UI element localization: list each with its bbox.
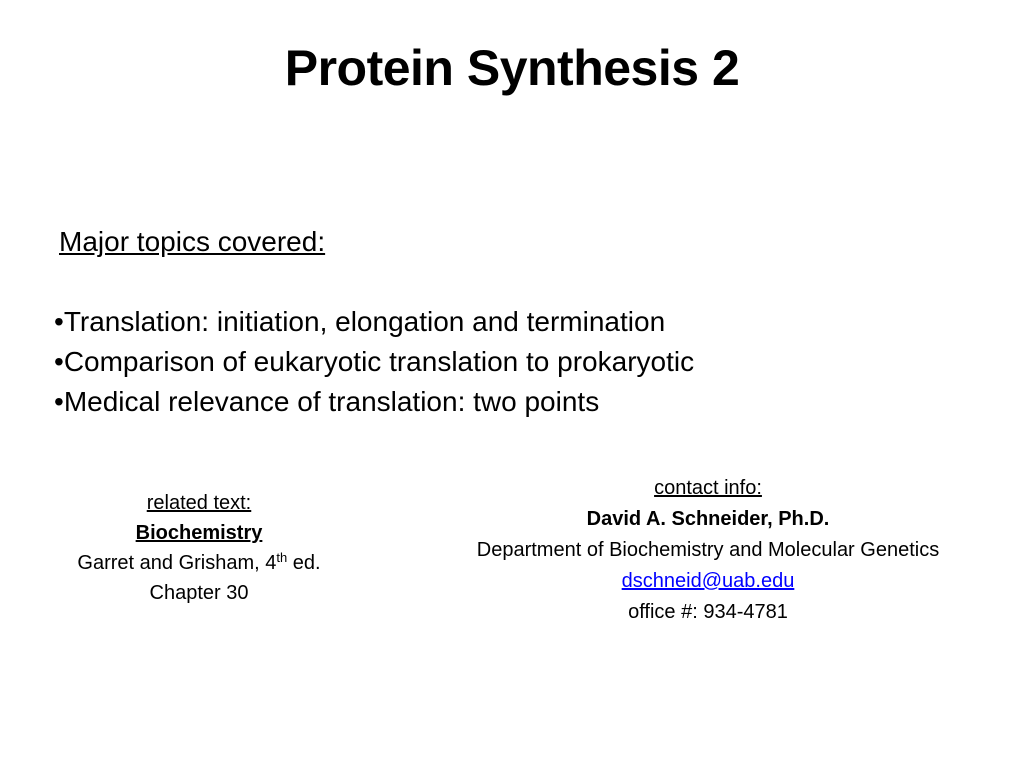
contact-office: office #: 934-4781 (628, 601, 788, 623)
related-text-block (40, 488, 358, 608)
bullet-icon: • (54, 346, 64, 377)
topic-item (54, 382, 979, 422)
edition-superscript: th (276, 550, 288, 565)
topics-list (54, 302, 979, 422)
bullet-icon: • (54, 306, 64, 337)
contact-info-block (418, 473, 998, 628)
contact-email-link[interactable]: dschneid@uab.edu (621, 570, 795, 592)
topics-section (54, 222, 979, 422)
related-text-heading: related text: (146, 492, 252, 514)
edition-suffix: ed. (287, 552, 321, 574)
contact-heading: contact info: (654, 477, 762, 499)
topic-text: Translation: initiation, elongation and termination (63, 306, 666, 337)
topic-item (54, 342, 979, 382)
book-authors: Garret and Grisham, 4 (77, 552, 277, 574)
topics-heading: Major topics covered: (59, 226, 326, 257)
topic-text: Comparison of eukaryotic translation to prokaryotic (63, 346, 695, 377)
slide-title: Protein Synthesis 2 (284, 40, 740, 96)
book-title: Biochemistry (135, 522, 263, 544)
book-chapter: Chapter 30 (149, 582, 249, 604)
bullet-icon: • (54, 386, 64, 417)
topic-item (54, 302, 979, 342)
contact-name: David A. Schneider, Ph.D. (586, 508, 830, 530)
book-authors-edition (40, 548, 358, 578)
contact-department: Department of Biochemistry and Molecular Genetics (476, 539, 940, 561)
topic-text: Medical relevance of translation: two points (63, 386, 600, 417)
